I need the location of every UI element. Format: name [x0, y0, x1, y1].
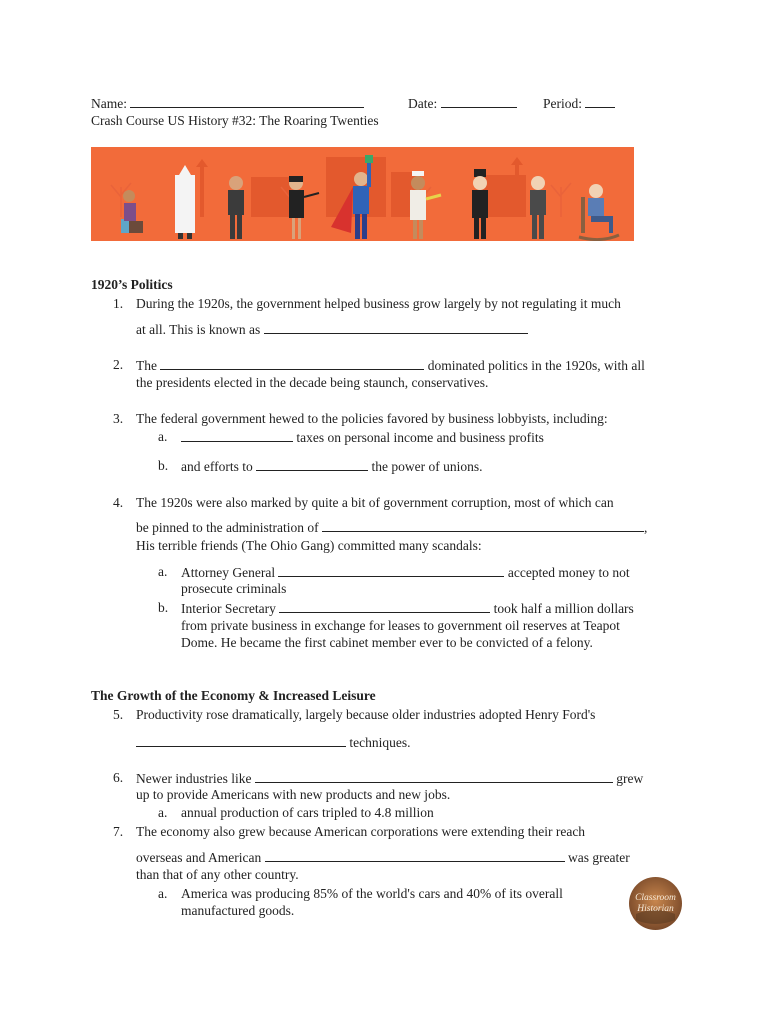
- answer-blank[interactable]: [279, 600, 490, 613]
- section-heading-economy: The Growth of the Economy & Increased Leisure: [91, 688, 376, 703]
- question-text: The economy also grew because American corporations were extending their reach: [136, 824, 586, 839]
- sub-question-text: [181, 429, 544, 446]
- question-text-fragment: Interior Secretary: [181, 601, 276, 616]
- sub-question-text: annual production of cars tripled to 4.8 million: [181, 805, 434, 820]
- date-field[interactable]: [441, 95, 517, 108]
- answer-blank[interactable]: [256, 458, 368, 471]
- question-number: 5.: [113, 707, 124, 722]
- name-row: [91, 95, 364, 112]
- answer-blank[interactable]: [136, 734, 346, 747]
- date-label: Date:: [408, 96, 438, 111]
- date-row: [408, 95, 517, 112]
- question-text: The 1920s were also marked by quite a bit of government corruption, most of which can: [136, 495, 614, 510]
- sub-question-text: from private business in exchange for leases to government oil reserves at Teapot: [181, 618, 620, 633]
- sub-letter: a.: [158, 805, 168, 820]
- question-text-fragment: ,: [643, 520, 648, 535]
- sub-question-text: [181, 600, 634, 617]
- question-number: 4.: [113, 495, 124, 510]
- question-text-fragment: taxes on personal income and business profits: [296, 430, 544, 445]
- sub-question-text: prosecute criminals: [181, 581, 287, 596]
- sub-letter: b.: [158, 458, 169, 473]
- question-text-fragment: and efforts to: [181, 459, 253, 474]
- klansman-icon: [175, 165, 195, 239]
- question-text: Productivity rose dramatically, largely because older industries adopted Henry Ford's: [136, 707, 596, 722]
- roaring-twenties-banner: [91, 147, 634, 241]
- sub-question-text: Dome. He became the first cabinet member ever to be convicted of a felony.: [181, 635, 593, 650]
- classroom-historian-logo: [628, 876, 683, 931]
- question-text: His terrible friends (The Ohio Gang) committed many scandals:: [136, 538, 482, 553]
- question-text: [136, 734, 410, 751]
- sub-question-text: America was producing 85% of the world's cars and 40% of its overall: [181, 886, 563, 901]
- worksheet-title: Crash Course US History #32: The Roaring Twenties: [91, 113, 379, 128]
- question-text: [136, 849, 630, 866]
- question-text-fragment: be pinned to the administration of: [136, 520, 319, 535]
- period-field[interactable]: [585, 95, 615, 108]
- question-text-fragment: grew: [616, 771, 644, 786]
- question-text-fragment: The: [136, 358, 157, 373]
- question-text: The federal government hewed to the policies favored by business lobbyists, including:: [136, 411, 608, 426]
- question-number: 3.: [113, 411, 124, 426]
- question-text: [136, 519, 647, 536]
- answer-blank[interactable]: [265, 849, 565, 862]
- section-heading-politics: 1920’s Politics: [91, 277, 173, 292]
- question-text-fragment: was greater: [567, 850, 630, 865]
- sub-letter: b.: [158, 600, 169, 615]
- question-text-fragment: the power of unions.: [371, 459, 483, 474]
- answer-blank[interactable]: [322, 519, 644, 532]
- question-number: 1.: [113, 296, 124, 311]
- name-field[interactable]: [130, 95, 364, 108]
- question-text: [136, 357, 645, 374]
- question-number: 6.: [113, 770, 124, 785]
- answer-blank[interactable]: [160, 357, 424, 370]
- question-text: than that of any other country.: [136, 867, 299, 882]
- period-label: Period:: [543, 96, 582, 111]
- sub-question-text: [181, 458, 482, 475]
- logo-line-2: Historian: [637, 904, 674, 914]
- sub-question-text: manufactured goods.: [181, 903, 295, 918]
- answer-blank[interactable]: [181, 429, 293, 442]
- question-text-fragment: Attorney General: [181, 565, 276, 580]
- question-text: the presidents elected in the decade being staunch, conservatives.: [136, 375, 489, 390]
- question-text: During the 1920s, the government helped business grow largely by not regulating it much: [136, 296, 621, 311]
- question-text-fragment: at all. This is known as: [136, 322, 261, 337]
- question-text-fragment: overseas and American: [136, 850, 262, 865]
- sub-letter: a.: [158, 564, 168, 579]
- period-row: [543, 95, 615, 112]
- question-number: 7.: [113, 824, 124, 839]
- question-text: up to provide Americans with new products and new jobs.: [136, 787, 451, 802]
- answer-blank[interactable]: [255, 770, 613, 783]
- logo-line-1: Classroom: [635, 893, 676, 903]
- answer-blank[interactable]: [264, 321, 528, 334]
- name-label: Name:: [91, 96, 127, 111]
- question-text-fragment: dominated politics in the 1920s, with all: [427, 358, 645, 373]
- question-number: 2.: [113, 357, 124, 372]
- question-text-fragment: accepted money to not: [507, 565, 630, 580]
- question-text-fragment: techniques.: [349, 735, 411, 750]
- answer-blank[interactable]: [278, 564, 504, 577]
- sub-letter: a.: [158, 886, 168, 901]
- sub-letter: a.: [158, 429, 168, 444]
- question-text-fragment: Newer industries like: [136, 771, 252, 786]
- question-text-fragment: took half a million dollars: [493, 601, 634, 616]
- question-text: [136, 321, 528, 338]
- sub-question-text: [181, 564, 630, 581]
- question-text: [136, 770, 643, 787]
